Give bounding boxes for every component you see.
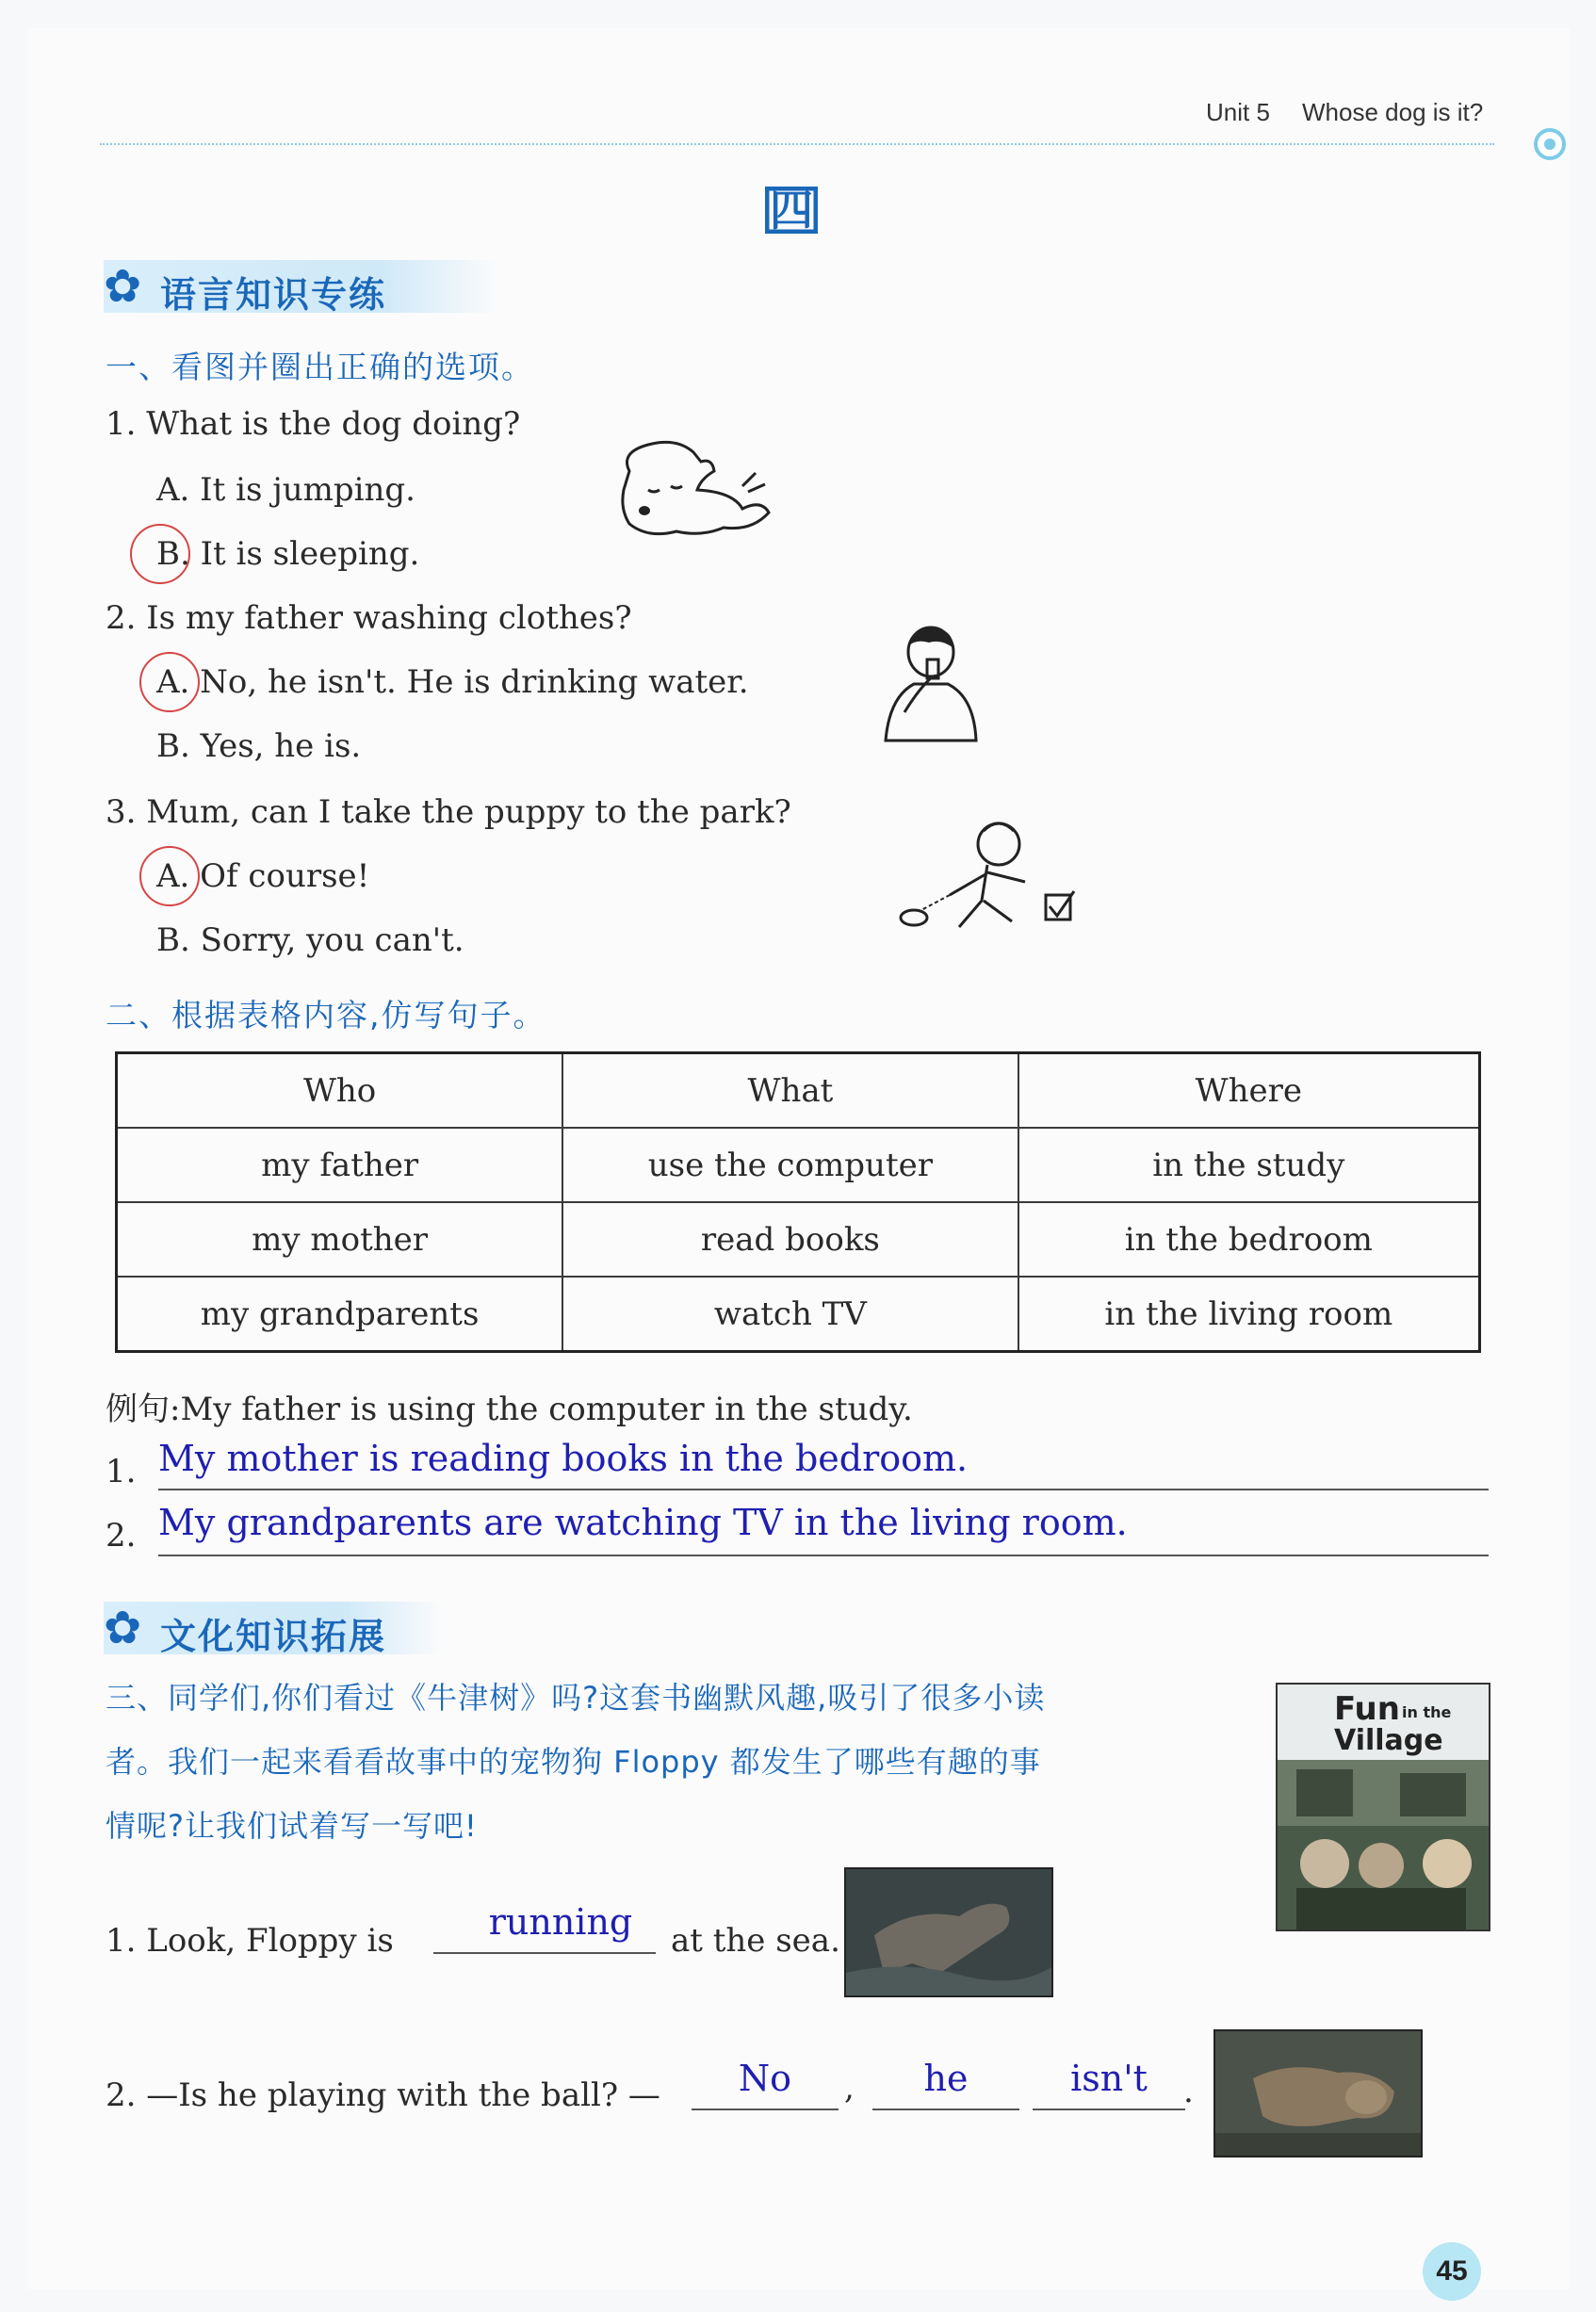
- book-title-line2: Village: [1334, 1724, 1443, 1757]
- table-cell: read books: [562, 1202, 1018, 1277]
- page-number: 45: [1423, 2242, 1481, 2301]
- banner-culture-knowledge: [104, 1602, 443, 1657]
- part3-heading-line: 者。我们一起来看看故事中的宠物狗 Floppy 都发生了哪些有趣的事: [106, 1744, 1041, 1780]
- banner-title: 文化知识拓展: [160, 1616, 387, 1657]
- table-cell: my grandparents: [117, 1277, 563, 1352]
- banner-title: 语言知识专练: [160, 274, 387, 316]
- book-title-line1: Fun: [1334, 1690, 1400, 1728]
- header-unit: Unit 5: [1206, 98, 1270, 126]
- answer-2-text[interactable]: My grandparents are watching TV in the living room.: [158, 1502, 1128, 1543]
- table-row: [117, 1128, 1480, 1202]
- lying-dog-icon: [1215, 2031, 1421, 2156]
- q1-question: 1. What is the dog doing?: [106, 405, 521, 443]
- p3-q2-line-2: [872, 2108, 1019, 2110]
- part2-heading: 二、根据表格内容,仿写句子。: [106, 997, 546, 1034]
- running-dog-icon: [846, 1869, 1051, 1995]
- p3-q2-prefix: 2. —Is he playing with the ball? —: [106, 2076, 660, 2114]
- book-cover: [1276, 1683, 1490, 1931]
- star-flower-icon: ✿: [104, 260, 142, 313]
- part3-heading: [106, 1666, 1255, 1858]
- p3-q2-period: .: [1183, 2073, 1194, 2110]
- q1-option-b[interactable]: B. It is sleeping.: [156, 535, 420, 573]
- q2-option-a[interactable]: A. No, he isn't. He is drinking water.: [156, 663, 749, 701]
- q1-option-a[interactable]: A. It is jumping.: [156, 471, 415, 509]
- answer-1-number: 1.: [106, 1453, 137, 1490]
- answer-2-number: 2.: [106, 1517, 137, 1555]
- table-header-cell: Who: [117, 1053, 563, 1129]
- answer-2-line: [158, 1555, 1489, 1556]
- header-circle-icon: [1534, 128, 1566, 160]
- table-row: [117, 1202, 1480, 1277]
- example-sentence: 例句:My father is using the computer in the study.: [106, 1391, 913, 1428]
- q3-option-b[interactable]: B. Sorry, you can't.: [156, 921, 464, 959]
- floppy-ball-photo: [1213, 2029, 1423, 2157]
- sleeping-dog-icon: [611, 433, 780, 546]
- q2-question: 2. Is my father washing clothes?: [106, 599, 632, 637]
- q3-question: 3. Mum, can I take the puppy to the park?: [106, 793, 791, 831]
- header-divider: [100, 143, 1494, 145]
- book-title-small: in the: [1402, 1703, 1452, 1721]
- table-row: [117, 1277, 1480, 1352]
- man-drinking-icon: [876, 622, 989, 744]
- part1-heading: 一、看图并圈出正确的选项。: [106, 349, 534, 385]
- p3-q2-line-1: [692, 2108, 839, 2110]
- table-header-row: [117, 1053, 1480, 1129]
- part3-heading-line: 三、同学们,你们看过《牛津树》吗?这套书幽默风趣,吸引了很多小读: [106, 1680, 1046, 1716]
- p3-q2-comma: ,: [844, 2069, 855, 2107]
- banner-language-knowledge: [104, 260, 499, 316]
- p3-q1-prefix: 1. Look, Floppy is: [106, 1922, 394, 1960]
- table-cell: my mother: [117, 1202, 563, 1277]
- table-header-cell: What: [562, 1053, 1018, 1129]
- p3-q2-answer-3[interactable]: isn't: [1070, 2058, 1148, 2099]
- table-cell: in the living room: [1018, 1277, 1480, 1352]
- table-header-cell: Where: [1018, 1053, 1480, 1129]
- book-illustration-icon: [1278, 1760, 1489, 1929]
- floppy-running-photo: [844, 1867, 1053, 1997]
- table-cell: my father: [117, 1128, 563, 1202]
- q3-option-a[interactable]: A. Of course!: [156, 857, 370, 895]
- p3-q2-answer-2[interactable]: he: [923, 2058, 969, 2099]
- q2-option-b[interactable]: B. Yes, he is.: [156, 727, 362, 765]
- table-cell: watch TV: [562, 1277, 1018, 1352]
- answer-1-text[interactable]: My mother is reading books in the bedroom.: [158, 1438, 969, 1479]
- star-flower-icon: ✿: [104, 1602, 142, 1654]
- p3-q2-line-3: [1033, 2108, 1185, 2110]
- p3-q1-suffix: at the sea.: [671, 1922, 840, 1960]
- answer-1-line: [158, 1489, 1489, 1490]
- part3-heading-line: 情呢?让我们试着写一写吧!: [106, 1808, 478, 1844]
- table-cell: in the bedroom: [1018, 1202, 1480, 1277]
- table-cell: use the computer: [562, 1128, 1018, 1202]
- girl-with-puppy-icon: [893, 816, 1082, 938]
- section-number: [765, 187, 818, 234]
- section-number-text: 四: [770, 185, 813, 236]
- p3-q1-line: [433, 1952, 656, 1954]
- info-table: [115, 1051, 1481, 1353]
- p3-q2-answer-1[interactable]: No: [738, 2058, 792, 2099]
- table-cell: in the study: [1018, 1128, 1480, 1202]
- header-title: Whose dog is it?: [1302, 98, 1484, 126]
- p3-q1-answer[interactable]: running: [488, 1901, 633, 1943]
